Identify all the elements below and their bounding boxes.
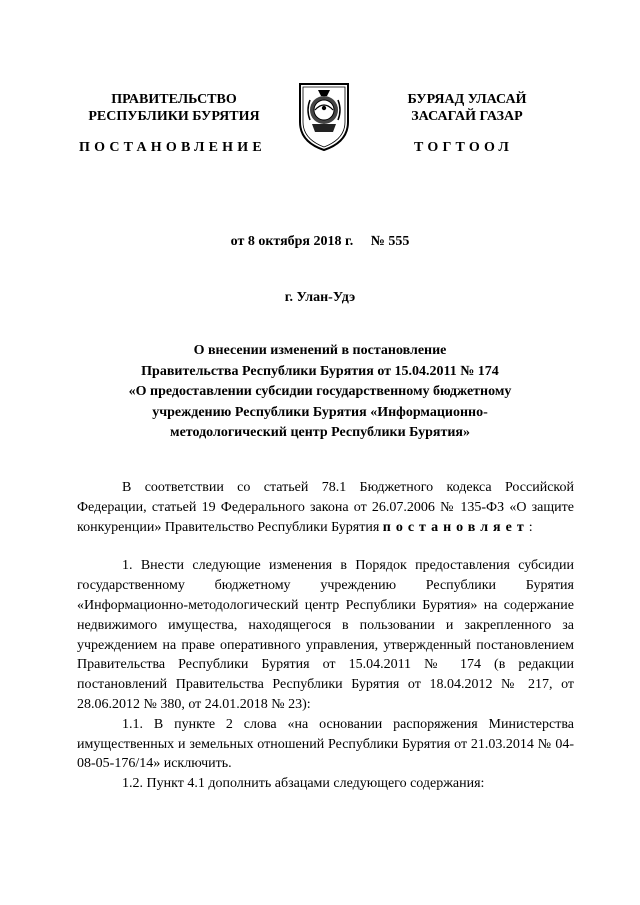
header-left bbox=[74, 91, 274, 125]
date-number-text: от 8 октября 2018 г. № 555 bbox=[230, 234, 410, 249]
title-line: О внесении изменений в постановление bbox=[193, 343, 447, 358]
paragraph-1: 1. Внести следующие изменения в Порядок предоставления субсидии государственному бюджетному учреждению Республики Бурятия «Информационно-методологический центр Республики Бурятия» на содержание недвижимого имущества, находящегося в пользовании и закрепленного за учреждением на праве оперативного управления, утвержденный постановлением Правительства Республики Бурятия от 15.04.2011 № 174 (в редакции постановлений Правительства Республики Бурятия от 18.04.2012 № 217, от 28.06.2012 № 380, от 24.01.2018 № 23): bbox=[77, 558, 574, 712]
doc-type-right: ТОГТООЛ bbox=[414, 140, 514, 155]
republic-emblem-icon bbox=[296, 78, 352, 152]
header-left-line-1: ПРАВИТЕЛЬСТВО bbox=[111, 92, 237, 107]
title-line: Правительства Республики Бурятия от 15.04.2011 № 174 bbox=[141, 363, 499, 379]
paragraph-1-2: 1.2. Пункт 4.1 дополнить абзацами следующего содержания: bbox=[122, 776, 485, 792]
header-right-line-1: БУРЯАД УЛАСАЙ bbox=[407, 92, 527, 107]
intro-paragraph bbox=[77, 478, 574, 537]
title-line: «О предоставлении субсидии государственному бюджетному bbox=[128, 384, 512, 399]
decree-colon: : bbox=[528, 519, 533, 535]
date-number-line bbox=[0, 234, 640, 250]
document-title bbox=[100, 341, 540, 444]
header-right-line-2: ЗАСАГАЙ ГАЗАР bbox=[411, 109, 523, 124]
decree-word: постановляет bbox=[382, 519, 529, 535]
intro-text: В соответствии со статьей 78.1 Бюджетного кодекса Российской Федерации, статьей 19 Федерального закона от 26.07.2006 № 135-ФЗ «О защите конкуренции» Правительство Республики Бурятия bbox=[77, 480, 574, 535]
header-left-line-2: РЕСПУБЛИКИ БУРЯТИЯ bbox=[88, 109, 260, 124]
document-body bbox=[77, 478, 574, 794]
title-line: учреждению Республики Бурятия «Информационно- bbox=[152, 404, 488, 420]
header-right bbox=[372, 91, 562, 125]
doc-type-left: ПОСТАНОВЛЕНИЕ bbox=[79, 140, 266, 155]
city-line: г. Улан-Удэ bbox=[284, 290, 356, 305]
paragraph-1-1: 1.1. В пункте 2 слова «на основании распоряжения Министерства имущественных и земельных отношений Республики Бурятия от 21.03.2014 № 04-08-05-176/14» исключить. bbox=[77, 716, 574, 772]
title-line: методологический центр Республики Бурятия» bbox=[170, 425, 470, 440]
